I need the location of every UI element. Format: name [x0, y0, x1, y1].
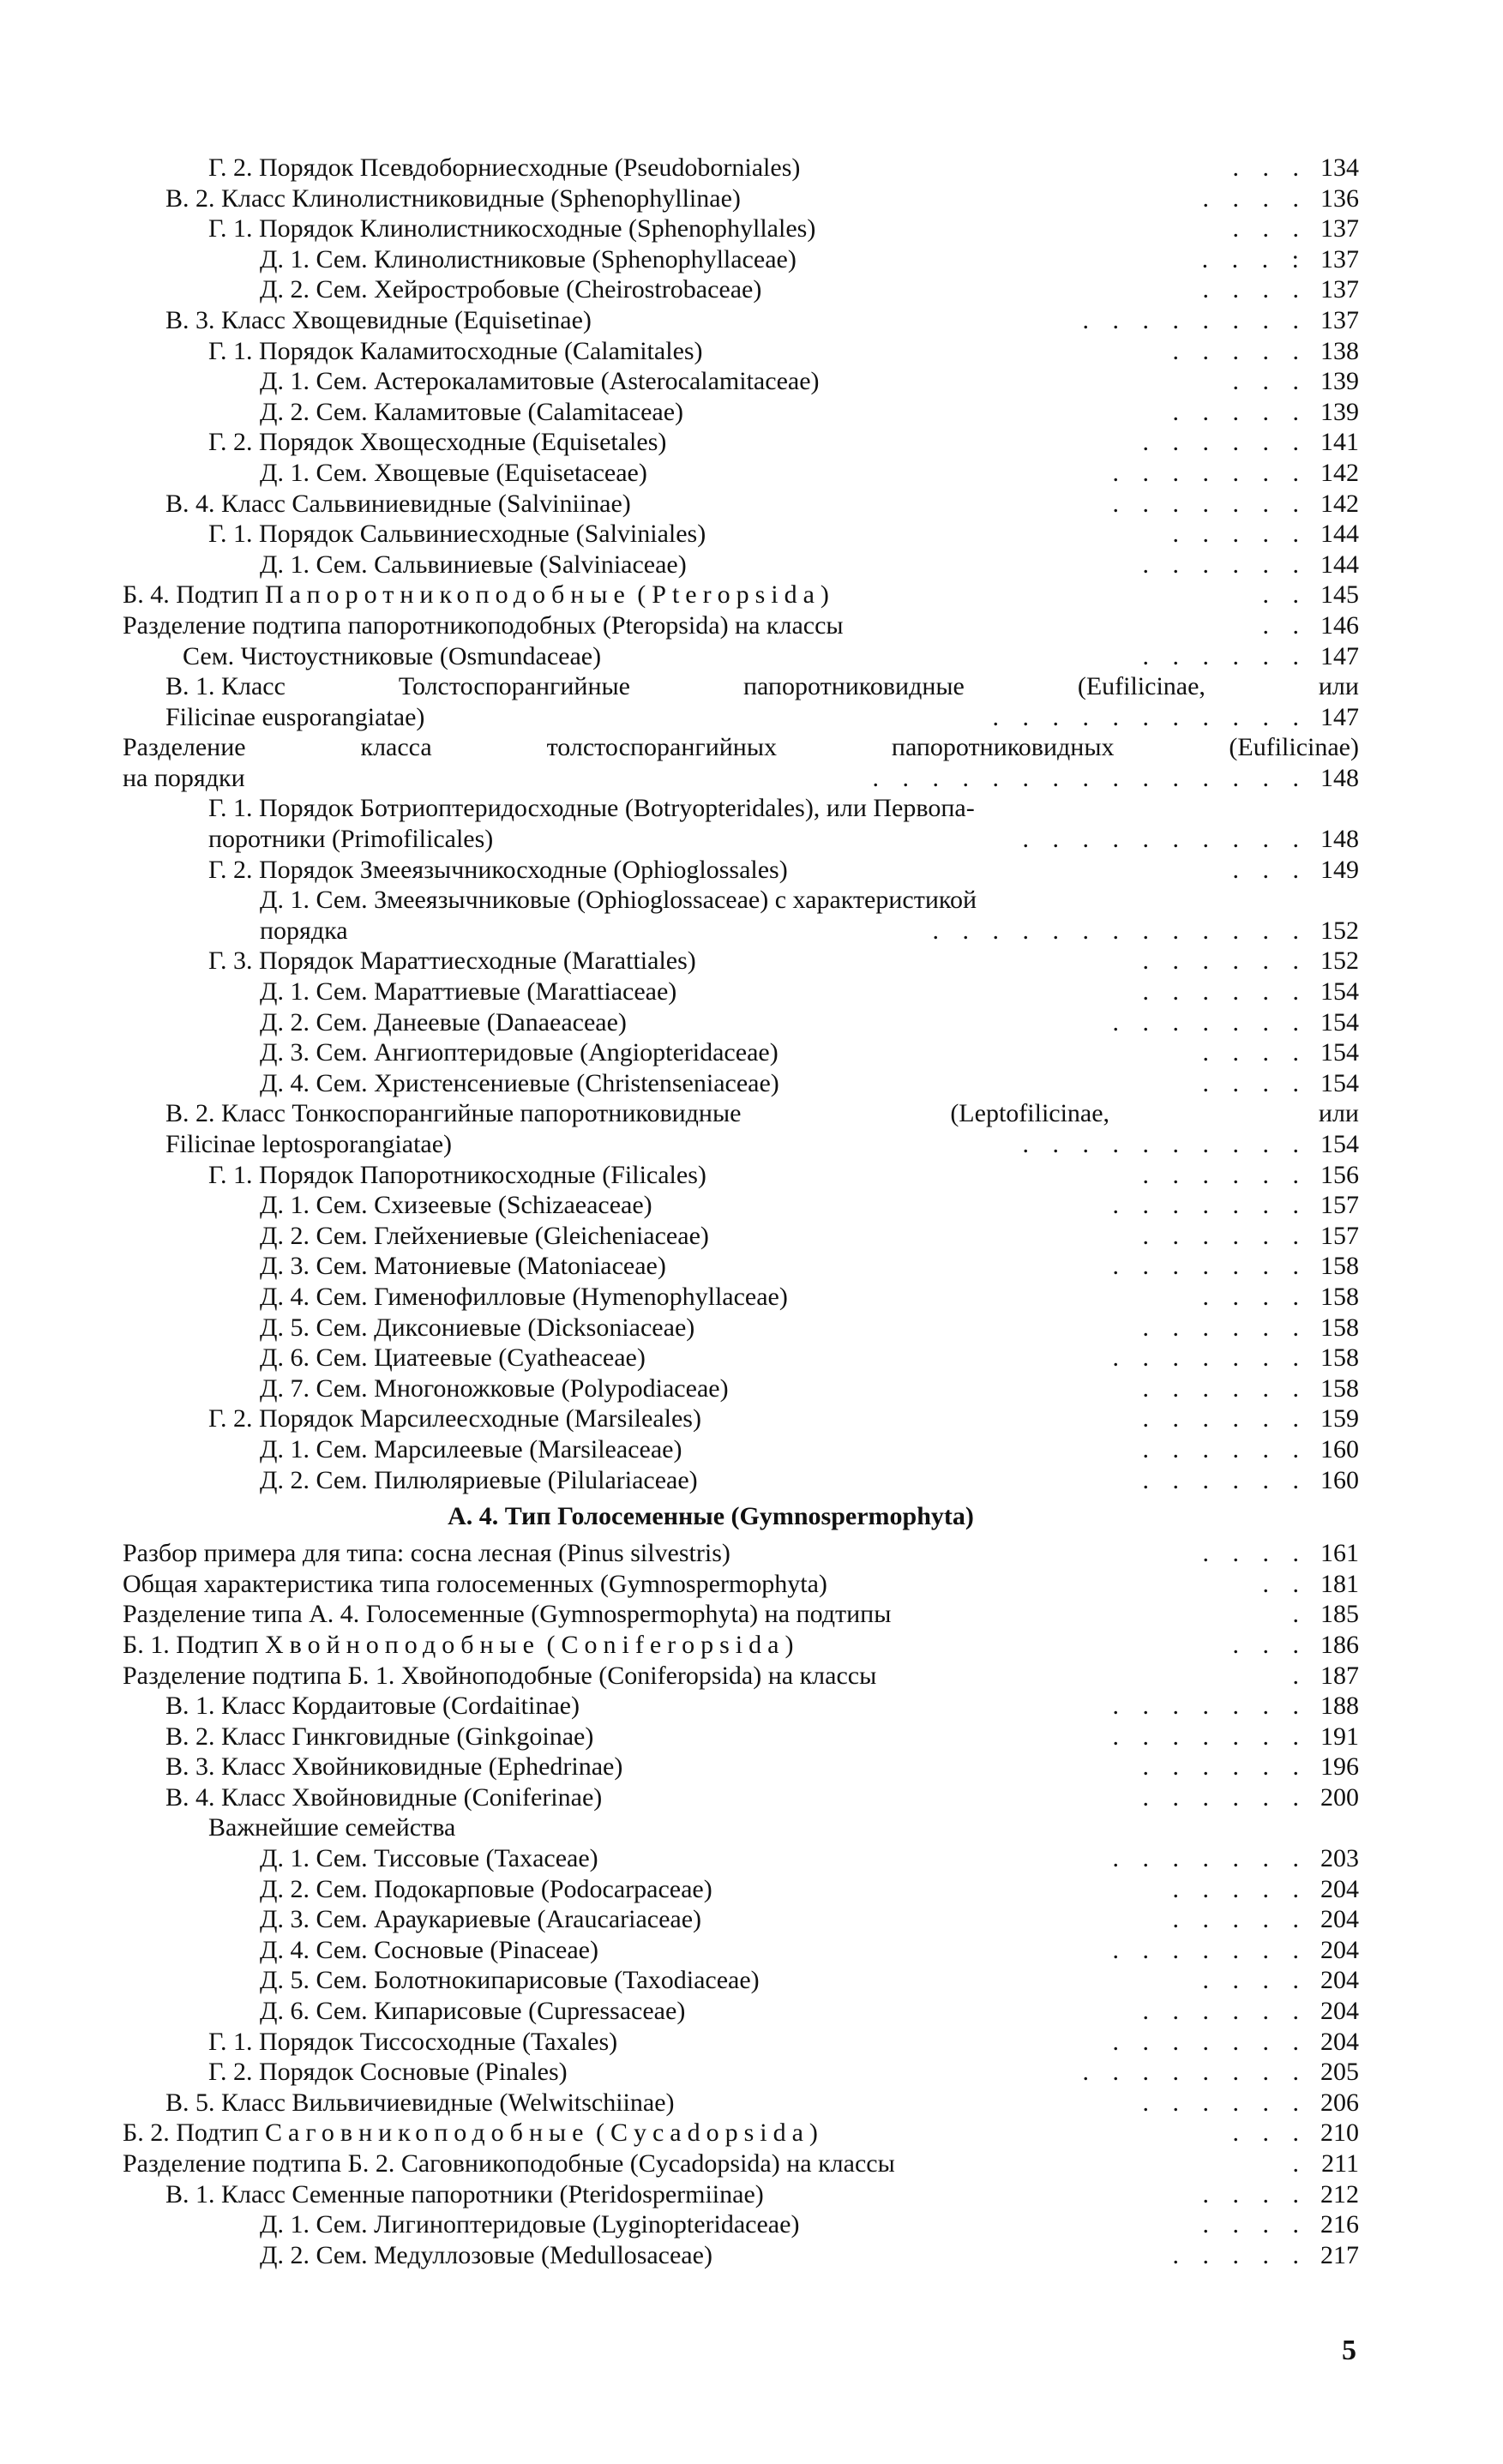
page-ref: 148	[1320, 825, 1359, 854]
page-number: 5	[1342, 2335, 1356, 2366]
toc-entry	[123, 1965, 1359, 1996]
toc-entry-text: Разделение подтипа папоротникоподобных (Pteropsida) на классы	[123, 610, 844, 640]
toc-entry	[123, 550, 1359, 580]
toc-entry-text: Д. 1. Сем. Хвощевые (Equisetaceae)	[260, 458, 647, 487]
dot-leader: . . . . . . .	[1112, 1722, 1308, 1751]
toc-entry-subtype-pteropsida	[123, 580, 1359, 610]
page-ref: 157	[1320, 1191, 1359, 1220]
page-ref: 159	[1320, 1404, 1359, 1433]
dot-leader: . . . . . .	[1142, 1465, 1308, 1494]
dot-leader: . . . . . . . . . . .	[992, 702, 1308, 731]
dot-leader: . . . . . .	[1142, 1997, 1308, 2026]
toc-entry-text: Г. 2. Порядок Хвощесходные (Equisetales)	[208, 428, 667, 457]
toc-entry	[123, 213, 1359, 244]
section-heading: А. 4. Тип Голосеменные (Gymnospermophyta)	[448, 1502, 974, 1531]
toc-entry	[123, 1812, 1359, 1843]
page-ref: 160	[1320, 1465, 1359, 1494]
word: (Leptofilicinae,	[950, 1099, 1110, 1128]
dot-leader: . . . . . . .	[1112, 1935, 1308, 1964]
toc-entry	[123, 2209, 1359, 2240]
page-ref: 147	[1320, 702, 1359, 731]
toc-entry	[123, 1282, 1359, 1313]
dot-leader: . . . . . .	[1142, 1313, 1308, 1342]
toc-entry-text: Д. 2. Сем. Пилюляриевые (Pilulariaceae)	[260, 1465, 698, 1494]
toc-entry-text: Д. 4. Сем. Христенсениевые (Christenseniaceae)	[260, 1068, 779, 1097]
dot-leader: . . . .	[1202, 2210, 1308, 2239]
word: В. 2. Класс Тонкоспорангийные папоротниковидные	[165, 1099, 742, 1128]
toc-entry-text: Г. 1. Порядок Папоротникосходные (Filicales)	[208, 1160, 706, 1189]
page-ref: 138	[1320, 336, 1359, 365]
dot-leader: . . . . . .	[1142, 2088, 1308, 2117]
toc-entry	[123, 1068, 1359, 1099]
page-ref: 145	[1320, 580, 1359, 610]
toc-entry	[123, 1313, 1359, 1343]
toc-entry	[123, 946, 1359, 977]
toc-entry-text: Д. 6. Сем. Циатеевые (Cyatheaceae)	[260, 1343, 646, 1373]
toc-entry-text: Г. 2. Порядок Змееязычникосходные (Ophioglossales)	[208, 855, 788, 884]
dot-leader: . . . . .	[1172, 1874, 1308, 1903]
toc-entry-prefix: Б. 4. Подтип	[123, 580, 259, 610]
toc-entry-text: В. 4. Класс Хвойновидные (Coniferinae)	[165, 1782, 603, 1812]
toc-entry-text: Д. 5. Сем. Болотнокипарисовые (Taxodiaceae)	[260, 1966, 760, 1995]
toc-entry	[123, 1160, 1359, 1191]
toc-entry	[123, 641, 1359, 672]
toc-entry	[123, 1221, 1359, 1252]
page-ref: 136	[1320, 183, 1359, 213]
dot-leader: .	[1292, 1600, 1308, 1629]
toc-entry	[123, 336, 1359, 367]
toc-entry-text: Д. 2. Сем. Хейростробовые (Cheirostrobaceae)	[260, 275, 762, 304]
toc-entry-text: Г. 2. Порядок Марсилеесходные (Marsileales)	[208, 1404, 701, 1433]
page-ref: 204	[1320, 1966, 1359, 1995]
toc-entry-text: Разделение подтипа Б. 2. Саговникоподобные (Cycadopsida) на классы	[123, 2149, 895, 2178]
page-ref: 210	[1320, 2118, 1359, 2148]
page-ref: 188	[1320, 1692, 1359, 1721]
dot-leader: . . . . .	[1172, 2240, 1308, 2269]
dot-leader: . . . . . . . . . .	[1022, 1130, 1308, 1158]
toc-entry-ophioglossaceae-cont	[123, 916, 1359, 947]
toc-entry	[123, 397, 1359, 428]
toc-entry-botryopteridales	[123, 793, 1359, 824]
subtype-name-lat: (Coniferopsida)	[546, 1630, 800, 1659]
page-ref: 203	[1320, 1844, 1359, 1873]
page-ref: 154	[1320, 1130, 1359, 1158]
word: или	[1318, 672, 1359, 701]
toc-entry-text: Д. 1. Сем. Змееязычниковые (Ophioglossaceae) с характеристикой	[260, 886, 977, 915]
page-ref: 185	[1320, 1600, 1359, 1629]
toc-entry-text: Д. 5. Сем. Диксониевые (Dicksoniaceae)	[260, 1313, 695, 1342]
toc-entry-text: Г. 1. Порядок Ботриоптеридосходные (Botryopteridales), или Первопа-	[208, 794, 975, 823]
toc-entry-text: Д. 3. Сем. Араукариевые (Araucariaceae)	[260, 1905, 702, 1934]
dot-leader: . . . . . . . . . .	[1022, 825, 1308, 854]
toc-section-coniferopsida	[123, 1661, 1359, 2118]
toc-entry	[123, 2179, 1359, 2210]
toc-entry-text: порядка	[260, 916, 348, 945]
dot-leader: . . . . . . .	[1112, 1844, 1308, 1873]
toc-entry-leptofilicinae	[123, 1098, 1359, 1129]
dot-leader: . . . . .	[1172, 397, 1308, 426]
toc-entry	[123, 2240, 1359, 2271]
toc-entry-text: на порядки	[123, 763, 245, 792]
toc-entry	[123, 1465, 1359, 1496]
page-ref: 191	[1320, 1722, 1359, 1751]
page-ref: 216	[1320, 2210, 1359, 2239]
toc-entry-text: В. 1. Класс Кордаитовые (Cordaitinae)	[165, 1692, 580, 1721]
toc-entry	[123, 244, 1359, 275]
toc-entry-text: Г. 1. Порядок Тиссосходные (Taxales)	[208, 2027, 618, 2056]
toc-entry-text: В. 3. Класс Хвойниковидные (Ephedrinae)	[165, 1752, 623, 1782]
toc-entry-subtype-coniferopsida	[123, 1630, 1359, 1661]
page-ref: 204	[1320, 1997, 1359, 2026]
toc-entry	[123, 1434, 1359, 1465]
toc-entry-text: В. 1. Класс Семенные папоротники (Pteridospermiinae)	[165, 2179, 764, 2209]
dot-leader: . . . . . . .	[1112, 1252, 1308, 1281]
toc-entry-text: поротники (Primofilicales)	[208, 825, 494, 854]
toc-entry-text	[165, 671, 1359, 702]
dot-leader: . .	[1262, 1569, 1308, 1598]
toc-entry-text: Д. 2. Сем. Каламитовые (Calamitaceae)	[260, 397, 684, 426]
toc-entry-text	[123, 580, 835, 610]
dot-leader: . . . . . .	[1142, 1160, 1308, 1189]
page-ref: 139	[1320, 367, 1359, 396]
toc-entry-class-division	[123, 732, 1359, 763]
toc-entry	[123, 274, 1359, 305]
word: Толстоспорангийные	[398, 672, 630, 701]
page-ref: 149	[1320, 855, 1359, 884]
toc-entry	[123, 305, 1359, 336]
toc-entry-ophioglossales	[123, 855, 1359, 886]
toc-section-gymno-intro	[123, 1538, 1359, 1630]
page-ref: 206	[1320, 2088, 1359, 2117]
toc-entry	[123, 519, 1359, 550]
toc-entry-text: Д. 1. Сем. Схизеевые (Schizaeaceae)	[260, 1191, 652, 1220]
dot-leader: . . . . . .	[1142, 550, 1308, 579]
toc-entry	[123, 1661, 1359, 1692]
page-ref: 154	[1320, 1038, 1359, 1067]
dot-leader: .	[1292, 2149, 1308, 2178]
toc-entry-text: Г. 1. Порядок Сальвиниесходные (Salviniales)	[208, 520, 706, 549]
dot-leader: . . . . . . .	[1112, 1191, 1308, 1220]
page-ref: 148	[1320, 763, 1359, 792]
page-ref: 146	[1320, 610, 1359, 640]
toc-entry	[123, 1037, 1359, 1068]
dot-leader: . . . . . . . .	[1082, 305, 1308, 334]
page-ref: 137	[1320, 275, 1359, 304]
page-ref: 204	[1320, 1935, 1359, 1964]
dot-leader: . . . . . . .	[1112, 1692, 1308, 1721]
toc-entry-text: Д. 2. Сем. Медуллозовые (Medullosaceae)	[260, 2240, 712, 2269]
toc-entry-text: Г. 1. Порядок Клинолистникосходные (Sphenophyllales)	[208, 214, 816, 243]
subtype-name-ru: Папоротникоподобные	[265, 580, 631, 610]
subtype-name-ru: Саговникоподобные	[265, 2118, 590, 2148]
toc-entry-text: Д. 1. Сем. Марсилеевые (Marsileaceae)	[260, 1434, 682, 1463]
toc-entry	[123, 2148, 1359, 2179]
toc-entry	[123, 1190, 1359, 1221]
toc-entry	[123, 2027, 1359, 2058]
toc-entry-text: Д. 4. Сем. Гименофилловые (Hymenophyllaceae)	[260, 1282, 788, 1311]
toc-entry	[123, 1843, 1359, 1874]
dot-leader: . . . . . . . . . . . . . . .	[872, 763, 1308, 792]
dot-leader: . . . . . . .	[1112, 489, 1308, 518]
toc-entry-text: Г. 1. Порядок Каламитосходные (Calamitales)	[208, 336, 703, 365]
page-ref: 142	[1320, 489, 1359, 518]
dot-leader: . . . . .	[1172, 336, 1308, 365]
word: папоротниковидных	[891, 733, 1115, 762]
dot-leader: . . . .	[1202, 1068, 1308, 1097]
word: В. 1. Класс	[165, 672, 286, 701]
toc-entry-eufilicinae	[123, 671, 1359, 702]
toc-entry	[123, 489, 1359, 520]
dot-leader: . . . . . . . . . . . . .	[932, 916, 1308, 945]
toc-entry-text: Г. 2. Порядок Сосновые (Pinales)	[208, 2058, 568, 2087]
toc-entry	[123, 1569, 1359, 1600]
toc-entry	[123, 366, 1359, 397]
toc-entry	[123, 427, 1359, 458]
toc-entry-text: Д. 3. Сем. Ангиоптеридовые (Angiopteridaceae)	[260, 1038, 779, 1067]
toc-entry	[123, 1996, 1359, 2027]
toc-entry-text: Д. 1. Сем. Клинолистниковые (Sphenophyllaceae)	[260, 244, 797, 273]
page-ref: 205	[1320, 2058, 1359, 2087]
page-ref: 204	[1320, 1905, 1359, 1934]
dot-leader: . . . .	[1202, 1966, 1308, 1995]
toc-entry	[123, 1782, 1359, 1813]
dot-leader: . . . . . . . .	[1082, 2058, 1308, 2087]
toc-entry-text: Д. 1. Сем. Сальвиниевые (Salviniaceae)	[260, 550, 687, 579]
toc-entry-text: Д. 2. Сем. Данеевые (Danaeaceae)	[260, 1007, 627, 1037]
toc-entry-text: Д. 6. Сем. Кипарисовые (Cupressaceae)	[260, 1997, 686, 2026]
toc-entry-subtype-cycadopsida	[123, 2118, 1359, 2148]
toc-entry-text: Важнейшие семейства	[208, 1813, 456, 1842]
toc-entry-text: Разделение подтипа Б. 1. Хвойноподобные (Coniferopsida) на классы	[123, 1661, 877, 1690]
dot-leader: . . .	[1232, 153, 1308, 182]
page-ref: 211	[1321, 2149, 1359, 2178]
dot-leader: . . . . . . .	[1112, 458, 1308, 487]
toc-entry-text: Д. 1. Сем. Лигиноптеридовые (Lyginopteridaceae)	[260, 2210, 800, 2239]
toc-entry-text	[123, 1630, 799, 1661]
dot-leader: . . . .	[1202, 2179, 1308, 2209]
toc-entry-eufilicinae-cont	[123, 702, 1359, 733]
toc-entry-text: Д. 1. Сем. Астерокаламитовые (Asterocalamitaceae)	[260, 367, 820, 396]
page-ref: 147	[1320, 641, 1359, 670]
toc-entry-text: В. 5. Класс Вильвичиевидные (Welwitschiinae)	[165, 2088, 675, 2117]
dot-leader: . . . . . .	[1142, 641, 1308, 670]
dot-leader: . . .	[1232, 1630, 1308, 1659]
page-ref: 139	[1320, 397, 1359, 426]
word: толстоспорангийных	[546, 733, 778, 762]
page-ref: 144	[1320, 520, 1359, 549]
dot-leader: . . .	[1232, 2118, 1308, 2148]
toc-entry-text: Д. 2. Сем. Подокарповые (Podocarpaceae)	[260, 1874, 712, 1903]
toc-entry-text: Д. 4. Сем. Сосновые (Pinaceae)	[260, 1935, 598, 1964]
toc-entry-prefix: Б. 2. Подтип	[123, 2118, 259, 2148]
toc-entry	[123, 1874, 1359, 1905]
toc-entry	[123, 1752, 1359, 1782]
toc-entry-prefix: Б. 1. Подтип	[123, 1630, 259, 1659]
page-ref: 156	[1320, 1160, 1359, 1189]
page-ref: 152	[1320, 947, 1359, 976]
toc-entry-text: Filicinae eusporangiatae)	[165, 702, 425, 731]
word: (Eufilicinae,	[1077, 672, 1205, 701]
dot-leader: . . . .	[1202, 1038, 1308, 1067]
toc-entry-text	[123, 2118, 824, 2148]
toc-entry	[123, 610, 1359, 641]
dot-leader: . . .	[1232, 367, 1308, 396]
toc-section-cycadopsida	[123, 2148, 1359, 2270]
toc-entry-ophioglossaceae	[123, 885, 1359, 916]
dot-leader: . . . . . .	[1142, 1221, 1308, 1250]
toc-entry	[123, 1251, 1359, 1282]
page-ref: 158	[1320, 1343, 1359, 1373]
toc-entry-text: Д. 2. Сем. Глейхениевые (Gleicheniaceae)	[260, 1221, 709, 1250]
page-ref: 187	[1320, 1661, 1359, 1690]
toc-entry	[123, 153, 1359, 183]
word: папоротниковидные	[742, 672, 965, 701]
dot-leader: . . .	[1232, 855, 1308, 884]
toc-entry	[123, 458, 1359, 489]
dot-leader: . . . . . . .	[1112, 1007, 1308, 1037]
toc-entry	[123, 2057, 1359, 2088]
toc-entry	[123, 1599, 1359, 1630]
toc-entry-botryopteridales-cont	[123, 824, 1359, 855]
toc-entry	[123, 2088, 1359, 2118]
toc-entry-text: Д. 1. Сем. Мараттиевые (Marattiaceae)	[260, 977, 677, 1007]
page-ref: 144	[1320, 550, 1359, 579]
toc-entry-text: В. 4. Класс Сальвиниевидные (Salviniinae)	[165, 489, 631, 518]
page-ref: 137	[1320, 305, 1359, 334]
toc-entry-text	[165, 1098, 1359, 1129]
toc-entry-text: Г. 2. Порядок Псевдоборниесходные (Pseudoborniales)	[208, 153, 801, 182]
toc-section-middle	[123, 610, 1359, 671]
dot-leader: . . . .	[1202, 183, 1308, 213]
toc-entry-text: Filicinae leptosporangiatae)	[165, 1130, 453, 1158]
dot-leader: . . . . . . .	[1112, 1343, 1308, 1373]
dot-leader: . . .	[1232, 214, 1308, 243]
word: Разделение	[123, 733, 246, 762]
toc-entry	[123, 1722, 1359, 1752]
page-ref: 157	[1320, 1221, 1359, 1250]
dot-leader: . . . . . .	[1142, 1782, 1308, 1812]
dot-leader: . . . . . .	[1142, 1404, 1308, 1433]
page-ref: 158	[1320, 1282, 1359, 1311]
dot-leader: . . . . .	[1172, 520, 1308, 549]
toc-entry-text: Д. 3. Сем. Матониевые (Matoniaceae)	[260, 1252, 666, 1281]
dot-leader: . . . . . .	[1142, 947, 1308, 976]
toc-entry-text: Г. 3. Порядок Мараттиесходные (Marattiales)	[208, 947, 696, 976]
page-ref: 154	[1320, 1068, 1359, 1097]
page-ref: 137	[1320, 214, 1359, 243]
toc-entry	[123, 1373, 1359, 1404]
word: или	[1318, 1099, 1359, 1128]
toc-entry-text: В. 2. Класс Клинолистниковидные (Sphenophyllinae)	[165, 183, 741, 213]
page-ref: 158	[1320, 1313, 1359, 1342]
word: класса	[360, 733, 432, 762]
page-ref: 142	[1320, 458, 1359, 487]
subtype-name-ru: Хвойноподобные	[265, 1630, 540, 1659]
dot-leader: . . . . . .	[1142, 428, 1308, 457]
toc-section-marattiales	[123, 946, 1359, 1098]
toc-entry-text: Разбор примера для типа: сосна лесная (Pinus silvestris)	[123, 1539, 730, 1568]
page-ref: 141	[1320, 428, 1359, 457]
toc-entry-text: Д. 1. Сем. Тиссовые (Taxaceae)	[260, 1844, 598, 1873]
dot-leader: . . . .	[1202, 1539, 1308, 1568]
page-ref: 181	[1320, 1569, 1359, 1598]
dot-leader: . . . . . . .	[1112, 2027, 1308, 2056]
page-ref: 204	[1320, 1874, 1359, 1903]
toc-entry	[123, 1343, 1359, 1373]
dot-leader: . .	[1262, 580, 1308, 610]
page-ref: 186	[1320, 1630, 1359, 1659]
toc-section-filicales	[123, 1160, 1359, 1496]
dot-leader: . . . . . .	[1142, 1373, 1308, 1403]
toc-entry-text: В. 3. Класс Хвощевидные (Equisetinae)	[165, 305, 592, 334]
dot-leader: . . . . .	[1172, 1905, 1308, 1934]
table-of-contents	[123, 153, 1359, 2270]
toc-entry-text: Сем. Чистоустниковые (Osmundaceae)	[183, 641, 602, 670]
toc-entry-class-division-cont	[123, 763, 1359, 794]
dot-leader: . .	[1262, 610, 1308, 640]
page-ref: 212	[1320, 2179, 1359, 2209]
toc-entry-text	[123, 732, 1359, 763]
page-ref: 152	[1320, 916, 1359, 945]
subtype-name-lat: (Cycadopsida)	[595, 2118, 824, 2148]
toc-entry-text: В. 2. Класс Гинкговидные (Ginkgoinae)	[165, 1722, 594, 1751]
page-ref: 161	[1320, 1539, 1359, 1568]
toc-entry	[123, 1007, 1359, 1038]
page-ref: 134	[1320, 153, 1359, 182]
dot-leader: . . . . . .	[1142, 977, 1308, 1007]
toc-entry	[123, 977, 1359, 1007]
dot-leader: .	[1292, 1661, 1308, 1690]
page-ref: 217	[1320, 2240, 1359, 2269]
page-ref: 158	[1320, 1252, 1359, 1281]
dot-leader: . . . :	[1201, 244, 1308, 273]
toc-entry-text: Разделение типа А. 4. Голосеменные (Gymnospermophyta) на подтипы	[123, 1600, 892, 1629]
page-ref: 196	[1320, 1752, 1359, 1782]
toc-entry-text: Общая характеристика типа голосеменных (Gymnospermophyta)	[123, 1569, 827, 1598]
dot-leader: . . . . . .	[1142, 1434, 1308, 1463]
toc-entry-leptofilicinae-cont	[123, 1129, 1359, 1160]
toc-entry	[123, 1904, 1359, 1935]
page-ref: 204	[1320, 2027, 1359, 2056]
page-ref: 154	[1320, 1007, 1359, 1037]
toc-section-upper	[123, 153, 1359, 580]
dot-leader: . . . .	[1202, 1282, 1308, 1311]
page-ref: 154	[1320, 977, 1359, 1007]
subtype-name-lat: (Pteropsida)	[637, 580, 835, 610]
page-ref: 160	[1320, 1434, 1359, 1463]
toc-entry	[123, 1403, 1359, 1434]
toc-entry	[123, 183, 1359, 214]
toc-entry	[123, 1691, 1359, 1722]
page-ref: 158	[1320, 1373, 1359, 1403]
toc-entry	[123, 1935, 1359, 1966]
dot-leader: . . . .	[1202, 275, 1308, 304]
page-ref: 137	[1320, 244, 1359, 273]
page-ref: 200	[1320, 1782, 1359, 1812]
toc-entry	[123, 1538, 1359, 1569]
dot-leader: . . . . . .	[1142, 1752, 1308, 1782]
toc-entry-text: Д. 7. Сем. Многоножковые (Polypodiaceae)	[260, 1373, 729, 1403]
word: (Eufilicinae)	[1229, 733, 1359, 762]
